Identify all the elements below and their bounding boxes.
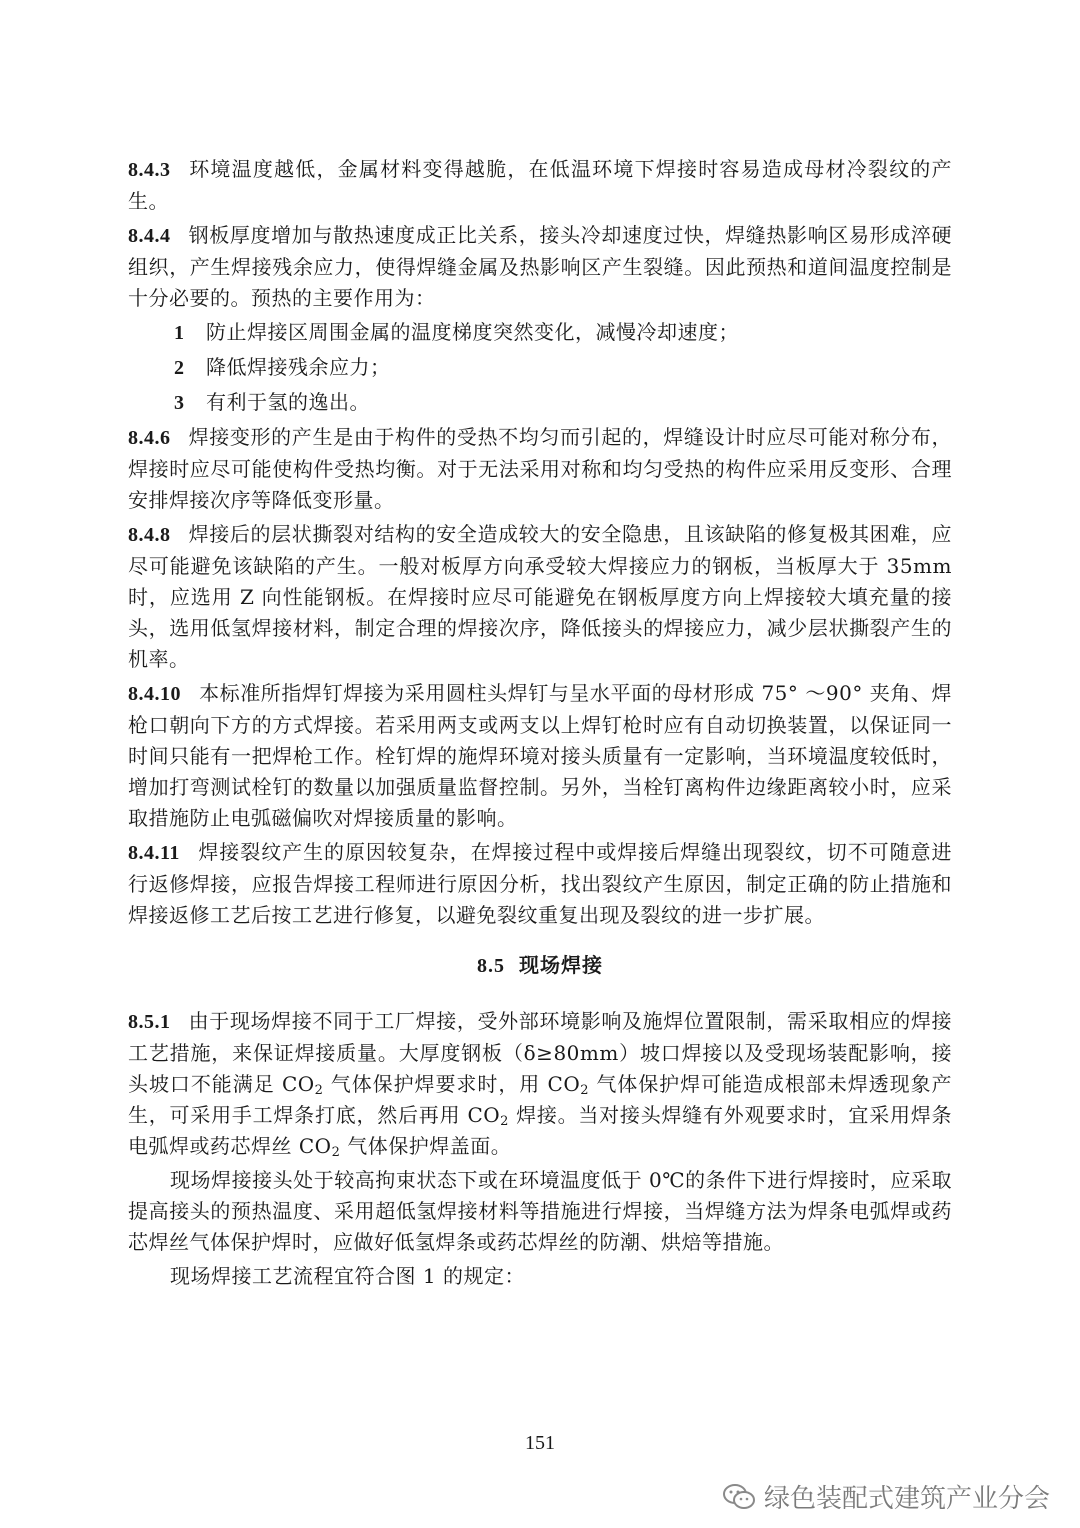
- clause-text: 气体保护焊盖面。: [340, 1134, 512, 1158]
- clause-number: 8.4.10: [128, 683, 181, 705]
- subscript: 2: [580, 1083, 590, 1098]
- clause-text: 焊接裂纹产生的原因较复杂，在焊接过程中或焊接后焊缝出现裂纹，切不可随意进行返修焊接，应报告焊接工程师进行原因分析，找出裂纹产生原因，制定正确的防止措施和焊接返修工艺后按工艺进行修复，以避免裂纹重复出现及裂纹的进一步扩展。: [128, 840, 952, 927]
- list-item-text: 降低焊接残余应力；: [206, 355, 391, 379]
- clause-8-4-11: [128, 837, 952, 931]
- watermark: [722, 1478, 1050, 1515]
- section-title: 现场焊接: [519, 953, 603, 977]
- list-item: [174, 352, 952, 384]
- list-item: [174, 317, 952, 349]
- clause-text: 焊接。当对接头焊缝有外观要求时，宜采用焊条电弧焊或药芯焊丝 CO: [128, 1103, 953, 1158]
- clause-8-5-1: [128, 1006, 952, 1162]
- list-item-text: 防止焊接区周围金属的温度梯度突然变化，减慢冷却速度；: [206, 320, 739, 344]
- site-welding-paragraph: 现场焊接接头处于较高拘束状态下或在环境温度低于 0℃的条件下进行焊接时，应采取提高接头的预热温度、采用超低氢焊接材料等措施进行焊接，当焊缝方法为焊条电弧焊或药芯焊丝气体保护焊时，应做好低氢焊条或药芯焊丝的防潮、烘焙等措施。: [128, 1168, 952, 1254]
- clause-text: 钢板厚度增加与散热速度成正比关系，接头冷却速度过快，焊缝热影响区易形成淬硬组织，产生焊接残余应力，使得焊缝金属及热影响区产生裂缝。因此预热和道间温度控制是十分必要的。预热的主要作用为：: [128, 223, 952, 310]
- clause-8-4-3: [128, 154, 952, 217]
- document-body: [128, 154, 952, 1295]
- wechat-icon: [722, 1483, 756, 1511]
- list-item: [174, 387, 952, 419]
- clause-8-4-10: [128, 678, 952, 834]
- clause-text: 环境温度越低，金属材料变得越脆，在低温环境下焊接时容易造成母材冷裂纹的产生。: [128, 157, 952, 213]
- clause-number: 8.4.11: [128, 842, 180, 864]
- clause-number: 8.4.3: [128, 159, 171, 181]
- clause-text: 气体保护焊要求时，用 CO: [323, 1072, 581, 1096]
- clause-number: 8.4.6: [128, 427, 171, 449]
- page-number: 151: [525, 1432, 555, 1454]
- clause-text: 本标准所指焊钉焊接为采用圆柱头焊钉与呈水平面的母材形成 75° ～90° 夹角、焊枪口朝向下方的方式焊接。若采用两支或两支以上焊钉枪时应有自动切换装置，以保证同一时间只能有一把焊枪工作。栓钉焊的施焊环境对接头质量有一定影响，当环境温度较低时，增加打弯测试栓钉的数量以加强质量监督控制。另外，当栓钉离构件边缘距离较小时，应采取措施防止电弧磁偏吹对焊接质量的影响。: [128, 681, 952, 830]
- clause-text: 气体保护焊可能造成根部未焊透现象产生，可采用手工焊条打底，然后再用 CO: [128, 1072, 952, 1127]
- clause-text: 焊接变形的产生是由于构件的受热不均匀而引起的，焊缝设计时应尽可能对称分布，焊接时应尽可能使构件受热均衡。对于无法采用对称和均匀受热的构件应采用反变形、合理安排焊接次序等降低变形量。: [128, 425, 952, 512]
- clause-text: 由于现场焊接不同于工厂焊接，受外部环境影响及施焊位置限制，需采取相应的焊接工艺措施，来保证焊接质量。大厚度钢板（δ≥80mm）坡口焊接以及受现场装配影响，接头坡口不能满足 CO: [128, 1009, 952, 1096]
- list-item-number: 3: [174, 392, 185, 414]
- watermark-text: 绿色装配式建筑产业分会: [763, 1484, 1050, 1514]
- subscript: 2: [500, 1114, 509, 1129]
- clause-number: 8.4.4: [128, 225, 171, 247]
- subscript: 2: [331, 1145, 341, 1160]
- list-item-text: 有利于氢的逸出。: [206, 390, 370, 414]
- clause-8-4-8: [128, 519, 952, 675]
- list-item-number: 2: [174, 357, 185, 379]
- clause-number: 8.5.1: [128, 1011, 171, 1033]
- flow-reference-paragraph: 现场焊接工艺流程宜符合图 1 的规定：: [170, 1264, 525, 1288]
- clause-number: 8.4.8: [128, 524, 171, 546]
- clause-8-4-4: [128, 220, 952, 314]
- subscript: 2: [314, 1083, 324, 1098]
- section-heading: [128, 950, 952, 982]
- clause-text: 焊接后的层状撕裂对结构的安全造成较大的安全隐患，且该缺陷的修复极其困难，应尽可能避免该缺陷的产生。一般对板厚方向承受较大焊接应力的钢板，当板厚大于 35mm 时，应选用 Z 向性能钢板。在焊接时应尽可能避免在钢板厚度方向上焊接较大填充量的接头，选用低氢焊接材料，制定合理的焊接次序，降低接头的焊接应力，减少层状撕裂产生的机率。: [128, 522, 952, 671]
- clause-8-4-6: [128, 422, 952, 516]
- list-item-number: 1: [174, 322, 185, 344]
- section-number: 8.5: [477, 955, 505, 977]
